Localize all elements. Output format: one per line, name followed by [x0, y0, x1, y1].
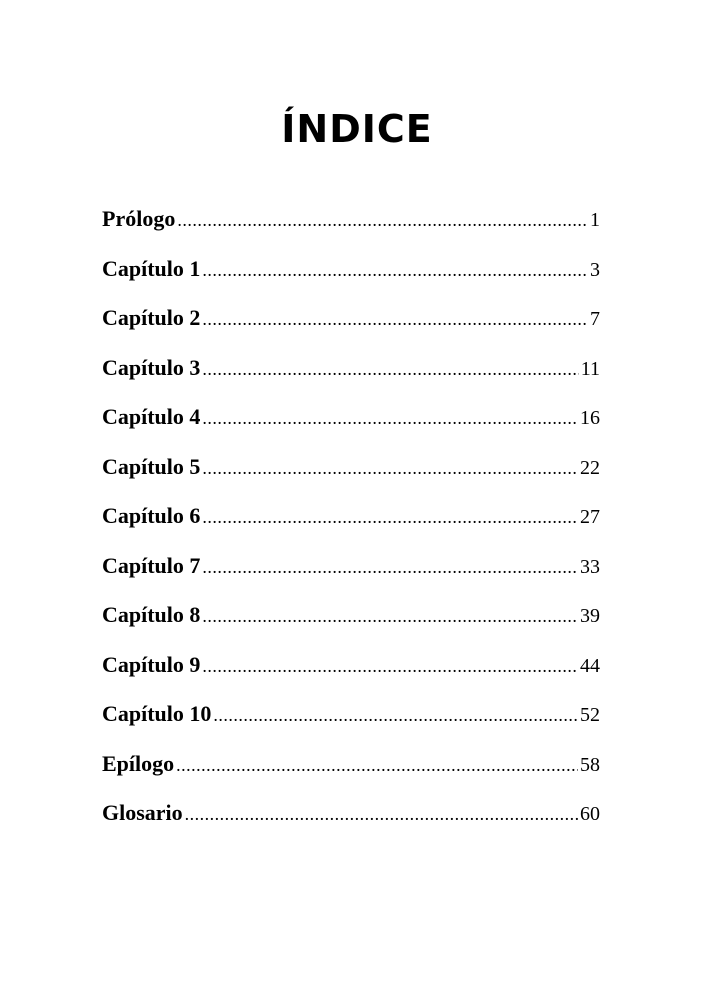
- dot-leader: [202, 552, 578, 582]
- toc-entry-label: Capítulo 4: [102, 404, 201, 429]
- toc-entry-epilogo: [102, 749, 600, 799]
- toc-entry-page-number: 7: [590, 308, 600, 330]
- toc-entry-page-number: 3: [590, 258, 600, 281]
- toc-entry-page-number: 33: [580, 555, 600, 578]
- toc-entry-page-number: 58: [580, 753, 600, 776]
- toc-entry-capitulo-7: [102, 551, 600, 601]
- toc-entry-capitulo-10: [102, 699, 600, 749]
- dot-leader: [202, 255, 588, 285]
- dot-leader: [185, 799, 578, 829]
- dot-leader: [202, 651, 578, 681]
- toc-entry-prologo: [102, 204, 600, 254]
- toc-entry-label: Glosario: [102, 800, 183, 825]
- toc-entry-label: Capítulo 10: [102, 701, 212, 726]
- toc-entry-label: Capítulo 5: [102, 453, 201, 479]
- toc-entry-label: Capítulo 3: [102, 354, 201, 380]
- toc-entry-page-number: 11: [580, 357, 600, 380]
- toc-entry-label: Capítulo 1: [102, 255, 201, 281]
- toc-entry-label: Epílogo: [102, 750, 175, 776]
- page-title: ÍNDICE: [281, 107, 433, 151]
- toc-entry-capitulo-3: [102, 353, 600, 403]
- toc-entry-page-number: 22: [580, 456, 600, 479]
- toc-entry-page-number: 52: [580, 704, 600, 726]
- toc-entry-page-number: 27: [580, 506, 600, 528]
- toc-entry-capitulo-1: [102, 254, 600, 304]
- toc-entry-glosario: [102, 798, 600, 848]
- dot-leader: [213, 700, 578, 730]
- dot-leader: [202, 354, 578, 384]
- toc-entry-page-number: 1: [590, 209, 600, 231]
- toc-entry-label: Capítulo 6: [102, 503, 201, 528]
- dot-leader: [202, 403, 578, 433]
- toc-entry-label: Capítulo 7: [102, 552, 201, 578]
- toc-entry-page-number: 60: [580, 803, 600, 825]
- toc-entry-capitulo-9: [102, 650, 600, 700]
- dot-leader: [176, 750, 578, 780]
- toc-entry-capitulo-6: [102, 501, 600, 551]
- dot-leader: [177, 205, 588, 235]
- toc-entry-capitulo-5: [102, 452, 600, 502]
- table-of-contents: [102, 204, 600, 848]
- toc-entry-page-number: 44: [580, 654, 600, 677]
- dot-leader: [202, 601, 578, 631]
- dot-leader: [202, 304, 588, 334]
- toc-entry-label: Capítulo 2: [102, 305, 201, 330]
- dot-leader: [202, 453, 578, 483]
- toc-entry-capitulo-2: [102, 303, 600, 353]
- toc-entry-capitulo-4: [102, 402, 600, 452]
- toc-entry-capitulo-8: [102, 600, 600, 650]
- toc-entry-label: Capítulo 9: [102, 651, 201, 677]
- dot-leader: [202, 502, 578, 532]
- toc-entry-page-number: 16: [580, 407, 600, 429]
- toc-entry-label: Prólogo: [102, 206, 176, 231]
- toc-entry-label: Capítulo 8: [102, 602, 201, 627]
- toc-entry-page-number: 39: [580, 605, 600, 627]
